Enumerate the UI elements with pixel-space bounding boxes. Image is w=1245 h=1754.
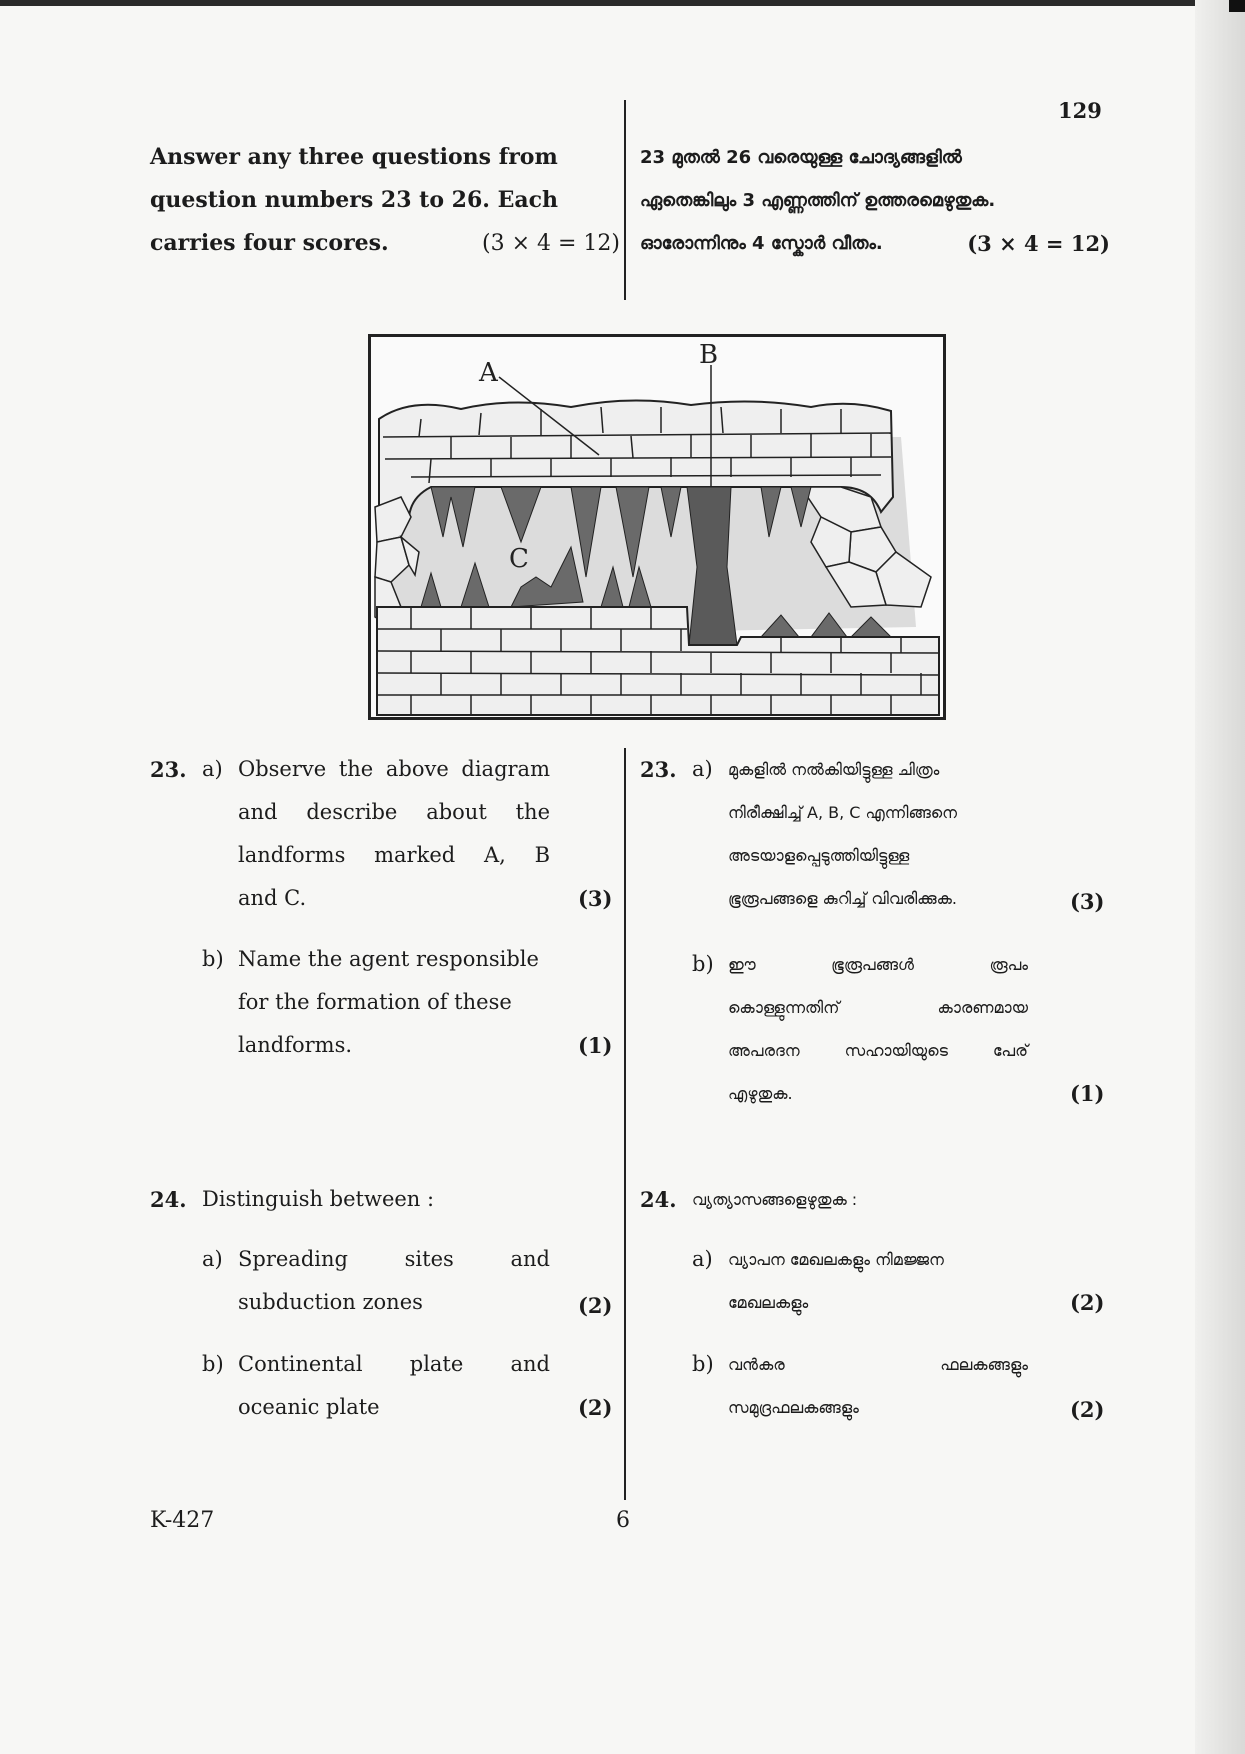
page-edge-shadow [1195, 0, 1245, 1754]
question-text: and describe about the [238, 800, 550, 824]
question-text: landforms marked A, B [238, 843, 550, 867]
score: (1) [1070, 1081, 1105, 1106]
score: (3) [1070, 889, 1105, 914]
instructions-english [150, 136, 620, 265]
page-number-top: 129 [1058, 98, 1102, 123]
question-number: 23. [150, 757, 187, 782]
page-number: 6 [616, 1508, 630, 1533]
question-text: സമുദ്രഫലകങ്ങളും [728, 1398, 859, 1417]
cave-diagram [368, 334, 946, 720]
score: (2) [1070, 1290, 1105, 1315]
label-a: A [479, 358, 498, 388]
question-text: subduction zones [238, 1290, 423, 1314]
instruction-marks: (3 × 4 = 12) [482, 231, 620, 256]
instruction-line: ഓരോന്നിനും 4 സ്കോർ വീതം. [640, 233, 883, 254]
instruction-marks: (3 × 4 = 12) [967, 231, 1110, 256]
question-text: നിരീക്ഷിച്ച് A, B, C എന്നിങ്ങനെ [728, 803, 958, 822]
scan-edge [0, 0, 1245, 6]
question-text: അടയാളപ്പെടുത്തിയിട്ടുള്ള [728, 846, 910, 865]
question-text: Name the agent responsible [238, 947, 539, 971]
question-intro: Distinguish between : [202, 1187, 435, 1211]
part-letter: b) [692, 1352, 714, 1376]
column-divider-bottom [624, 748, 626, 1500]
part-letter: b) [692, 952, 714, 976]
question-24-malayalam [640, 1178, 1110, 1422]
paper-code: K-427 [150, 1508, 215, 1533]
question-text: landforms. [238, 1033, 353, 1057]
question-text: Continental plate and [238, 1352, 550, 1376]
question-number: 24. [150, 1187, 187, 1212]
question-text: ഈ ഭൂരൂപങ്ങൾ രൂപം [728, 955, 1028, 974]
instruction-line: 23 മുതൽ 26 വരെയുള്ള ചോദ്യങ്ങളിൽ [640, 147, 962, 168]
label-b: B [699, 340, 719, 370]
question-text: ഭൂരൂപങ്ങളെ കുറിച്ച് വിവരിക്കുക. [728, 889, 958, 908]
part-letter: a) [692, 757, 713, 781]
question-text: for the formation of these [238, 990, 512, 1014]
score: (2) [1070, 1397, 1105, 1422]
part-letter: a) [692, 1247, 713, 1271]
part-letter: a) [202, 1247, 223, 1271]
question-text: എഴുതുക. [728, 1084, 793, 1103]
question-text: മേഖലകളും [728, 1293, 809, 1312]
instruction-row [640, 222, 1110, 265]
question-number: 23. [640, 757, 677, 782]
question-text: Spreading sites and [238, 1247, 550, 1271]
score: (2) [578, 1395, 613, 1420]
instruction-line: ഏതെങ്കിലും 3 എണ്ണത്തിന് ഉത്തരമെഴുതുക. [640, 190, 996, 211]
question-text: oceanic plate [238, 1395, 380, 1419]
instruction-line: Answer any three questions from [150, 144, 558, 170]
part-letter: a) [202, 757, 223, 781]
question-23-english [150, 748, 613, 1068]
score: (1) [578, 1033, 613, 1058]
score: (3) [578, 886, 613, 911]
question-text: വൻകര ഫലകങ്ങളും [728, 1355, 1028, 1374]
question-text: വ്യാപന മേഖലകളും നിമജ്ജന [728, 1250, 944, 1269]
instruction-line: carries four scores. [150, 230, 389, 256]
question-text: Observe the above diagram [238, 757, 550, 781]
question-23-malayalam [640, 748, 1110, 1128]
part-letter: b) [202, 1352, 224, 1376]
column-divider-top [624, 100, 626, 300]
question-24-english [150, 1178, 613, 1420]
instruction-line: question numbers 23 to 26. Each [150, 187, 559, 213]
question-text: and C. [238, 886, 307, 910]
label-c: C [509, 544, 529, 574]
question-text: അപരദന സഹായിയുടെ പേര് [728, 1041, 1028, 1060]
question-text: കൊള്ളുന്നതിന് കാരണമായ [728, 998, 1028, 1017]
instruction-row [150, 222, 620, 265]
scan-corner [1229, 0, 1245, 12]
score: (2) [578, 1293, 613, 1318]
question-text: മുകളിൽ നൽകിയിട്ടുള്ള ചിത്രം [728, 760, 940, 779]
part-letter: b) [202, 947, 224, 971]
question-intro: വ്യത്യാസങ്ങളെഴുതുക : [692, 1190, 858, 1209]
instructions-malayalam [640, 136, 1110, 265]
question-number: 24. [640, 1187, 677, 1212]
